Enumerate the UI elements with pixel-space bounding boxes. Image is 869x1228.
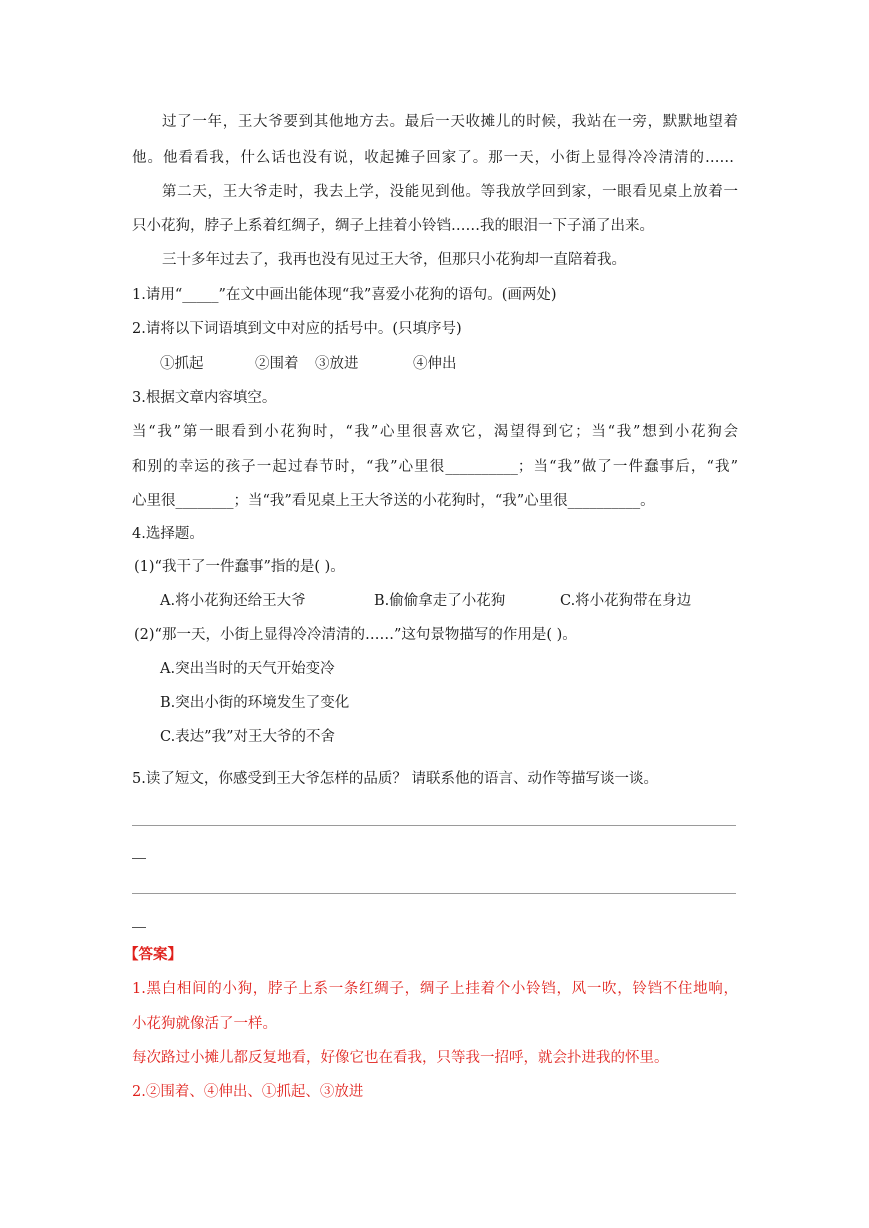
answer-1-line-2: 小花狗就像活了一样。 xyxy=(132,1016,277,1032)
answer-line-1-tail xyxy=(132,858,146,859)
question-2-option-3: ③放进 xyxy=(315,356,359,372)
answer-1-line-1: 1.黑白相间的小狗，脖子上系一条红绸子，绸子上挂着个小铃铛，风一吹，铃铛不住地响， xyxy=(132,981,738,997)
question-2: 2.请将以下词语填到文中对应的括号中。(只填序号) xyxy=(132,321,462,337)
answer-heading: 【答案】 xyxy=(124,946,182,963)
question-3-line-1: 当“我”第一眼看到小花狗时，“我”心里很喜欢它，渴望得到它；当“我”想到小花狗会 xyxy=(132,424,738,440)
answer-2: 2.②围着、④伸出、①抓起、③放进 xyxy=(132,1084,364,1100)
question-4-2-option-b: B.突出小街的环境发生了变化 xyxy=(160,695,350,711)
question-4-1-option-a: A.将小花狗还给王大爷 xyxy=(160,593,306,609)
passage-paragraph-3-line-1: 三十多年过去了，我再也没有见过王大爷，但那只小花狗却一直陪着我。 xyxy=(162,252,626,268)
question-3: 3.根据文章内容填空。 xyxy=(132,390,277,406)
question-4-1: (1)“我干了一件蠢事”指的是( )。 xyxy=(134,559,345,575)
answer-1-line-3: 每次路过小摊儿都反复地看，好像它也在看我，只等我一招呼，就会扑进我的怀里。 xyxy=(132,1050,669,1066)
question-4-1-option-c: C.将小花狗带在身边 xyxy=(560,593,692,609)
question-2-option-2: ②围着 xyxy=(255,356,299,372)
answer-line-2-tail xyxy=(132,927,146,928)
passage-paragraph-2-line-1: 第二天，王大爷走时，我去上学，没能见到他。等我放学回到家，一眼看见桌上放着一 xyxy=(162,184,738,200)
question-4-2: (2)“那一天，小街上显得冷冷清清的……”这句景物描写的作用是( )。 xyxy=(134,627,577,643)
question-3-line-3: 心里很________；当“我”看见桌上王大爷送的小花狗时，“我”心里很__________。 xyxy=(132,493,655,509)
passage-paragraph-1-line-2: 他。他看看我，什么话也没有说，收起摊子回家了。那一天，小街上显得冷冷清清的…… xyxy=(132,150,734,166)
question-2-option-4: ④伸出 xyxy=(413,356,457,372)
question-4: 4.选择题。 xyxy=(132,526,204,542)
question-4-2-option-a: A.突出当时的天气开始变冷 xyxy=(160,661,335,677)
question-5: 5.读了短文，你感受到王大爷怎样的品质？ 请联系他的语言、动作等描写谈一谈。 xyxy=(132,771,658,787)
question-4-1-option-b: B.偷偷拿走了小花狗 xyxy=(374,593,506,609)
passage-paragraph-1-line-1: 过了一年，王大爷要到其他地方去。最后一天收摊儿的时候，我站在一旁，默默地望着 xyxy=(162,114,738,130)
answer-line-2 xyxy=(132,893,736,894)
question-3-line-2: 和别的幸运的孩子一起过春节时，“我”心里很__________；当“我”做了一件蠢事后，“我” xyxy=(132,459,738,475)
passage-paragraph-2-line-2: 只小花狗，脖子上系着红绸子，绸子上挂着小铃铛……我的眼泪一下子涌了出来。 xyxy=(132,218,654,234)
question-4-2-option-c: C.表达”我”对王大爷的不舍 xyxy=(160,729,336,745)
question-1: 1.请用“_____”在文中画出能体现“我”喜爱小花狗的语句。(画两处) xyxy=(132,287,557,303)
answer-line-1 xyxy=(132,825,736,826)
question-2-option-1: ①抓起 xyxy=(160,356,204,372)
